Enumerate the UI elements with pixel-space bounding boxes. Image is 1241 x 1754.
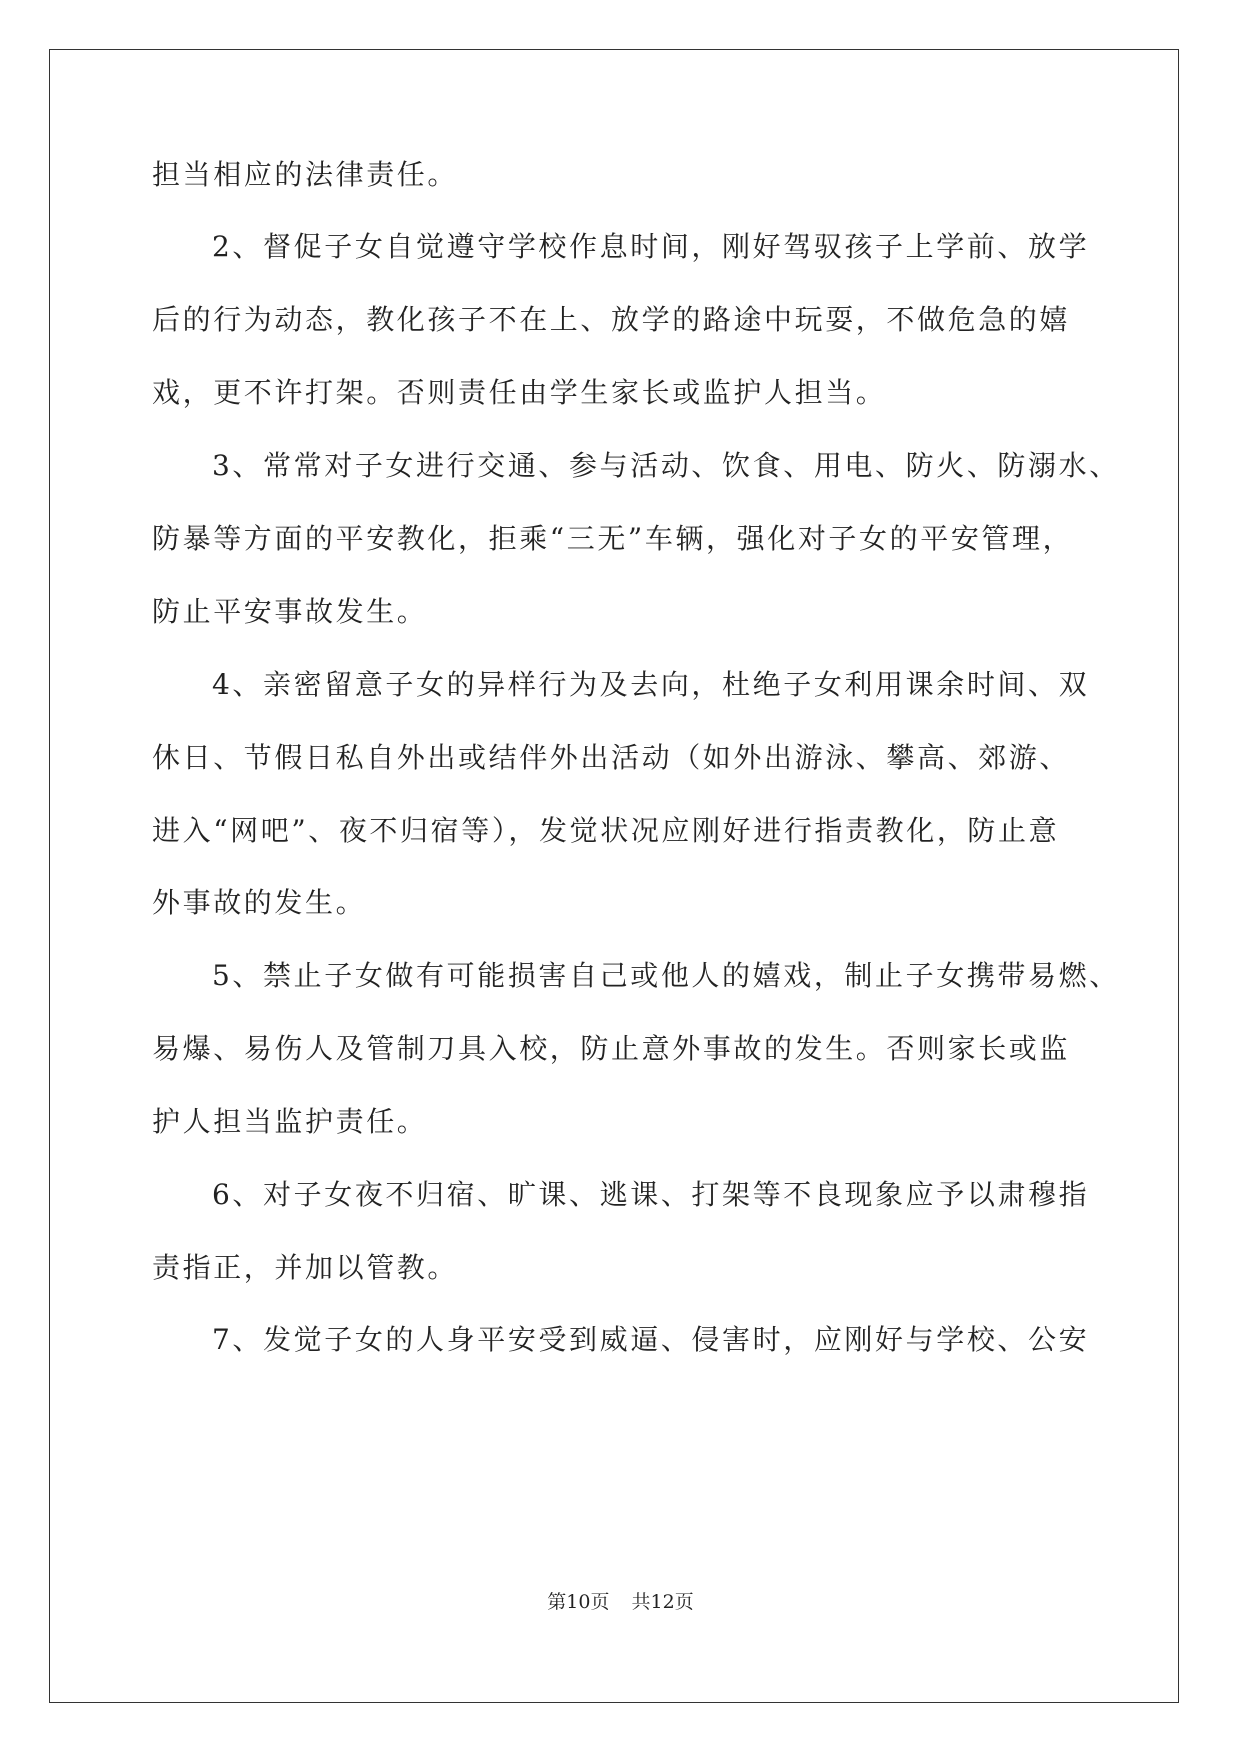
text-line: 防止平安事故发生。 <box>152 595 428 628</box>
text-line: 2、督促子女自觉遵守学校作息时间，刚好驾驭孩子上学前、放学 <box>212 230 1090 263</box>
text-line: 易爆、易伤人及管制刀具入校，防止意外事故的发生。否则家长或监 <box>152 1032 1071 1065</box>
page-number-total: 共12页 <box>631 1591 694 1613</box>
text-line: 担当相应的法律责任。 <box>152 158 459 191</box>
text-line: 7、发觉子女的人身平安受到威逼、侵害时，应刚好与学校、公安 <box>212 1323 1090 1356</box>
text-line: 外事故的发生。 <box>152 886 367 919</box>
page-frame <box>49 49 1179 1703</box>
text-line: 后的行为动态，教化孩子不在上、放学的路途中玩耍，不做危急的嬉 <box>152 303 1071 336</box>
text-line: 休日、节假日私自外出或结伴外出活动（如外出游泳、攀高、郊游、 <box>152 741 1071 774</box>
text-line: 进入“网吧”、夜不归宿等），发觉状况应刚好进行指责教化，防止意 <box>152 814 1060 847</box>
text-line: 责指正，并加以管教。 <box>152 1251 459 1284</box>
page-number-current: 第10页 <box>547 1591 610 1613</box>
page-footer <box>0 1590 1241 1614</box>
text-line: 5、禁止子女做有可能损害自己或他人的嬉戏，制止子女携带易燃、 <box>212 959 1120 992</box>
text-line: 6、对子女夜不归宿、旷课、逃课、打架等不良现象应予以肃穆指 <box>212 1178 1090 1211</box>
text-line: 防暴等方面的平安教化，拒乘“三无”车辆，强化对子女的平安管理， <box>152 522 1074 555</box>
text-line: 3、常常对子女进行交通、参与活动、饮食、用电、防火、防溺水、 <box>212 449 1120 482</box>
text-line: 护人担当监护责任。 <box>152 1105 428 1138</box>
text-line: 4、亲密留意子女的异样行为及去向，杜绝子女利用课余时间、双 <box>212 668 1090 701</box>
text-line: 戏，更不许打架。否则责任由学生家长或监护人担当。 <box>152 376 887 409</box>
